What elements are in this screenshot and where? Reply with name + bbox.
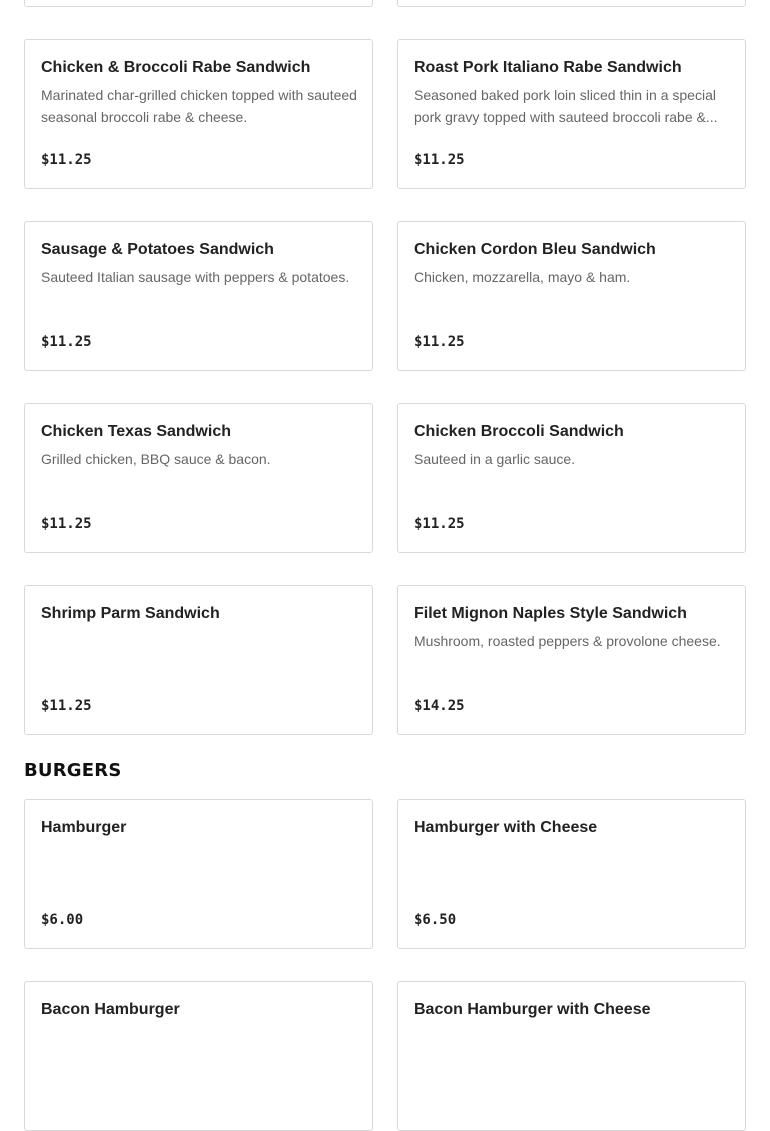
- menu-item-name: Filet Mignon Naples Style Sandwich: [414, 605, 687, 622]
- menu-item-name: Shrimp Parm Sandwich: [41, 605, 220, 622]
- menu-item-card[interactable]: [397, 585, 746, 735]
- menu-item-price: $11.25: [414, 516, 465, 532]
- menu-item-name: Hamburger: [41, 819, 127, 836]
- menu-item-card[interactable]: [24, 0, 373, 7]
- menu-item-description: Marinated char-grilled chicken topped with sauteed seasonal broccoli rabe & cheese.: [41, 87, 357, 125]
- menu-item-name: Chicken Cordon Bleu Sandwich: [414, 241, 656, 258]
- menu-item-description: Sauteed in a garlic sauce.: [414, 451, 576, 467]
- menu-item-card[interactable]: [24, 221, 373, 371]
- menu-item-name: Sausage & Potatoes Sandwich: [41, 241, 274, 258]
- menu-item-price: $11.25: [414, 334, 465, 350]
- menu-item-price: $11.25: [41, 334, 92, 350]
- section-title-burgers: BURGERS: [24, 760, 122, 781]
- menu-item-description: Mushroom, roasted peppers & provolone cheese.: [414, 633, 721, 649]
- menu-item-price: $11.25: [41, 152, 92, 168]
- menu-item-description: Chicken, mozzarella, mayo & ham.: [414, 269, 631, 285]
- menu-item-description: Sauteed Italian sausage with peppers & potatoes.: [41, 269, 350, 285]
- menu-item-description: Grilled chicken, BBQ sauce & bacon.: [41, 451, 271, 467]
- menu-item-price: $11.25: [41, 516, 92, 532]
- menu-item-card[interactable]: [397, 981, 746, 1131]
- menu-item-price: $6.00: [41, 912, 84, 928]
- menu-item-name: Chicken Broccoli Sandwich: [414, 423, 624, 440]
- menu-item-card[interactable]: [24, 403, 373, 553]
- menu-item-card[interactable]: [24, 981, 373, 1131]
- menu-item-card[interactable]: [397, 403, 746, 553]
- menu-item-name: Bacon Hamburger with Cheese: [414, 1001, 651, 1018]
- menu-item-card[interactable]: [24, 799, 373, 949]
- menu-item-card[interactable]: [24, 39, 373, 189]
- menu-item-name: Roast Pork Italiano Rabe Sandwich: [414, 59, 682, 76]
- menu-item-description: Seasoned baked pork loin sliced thin in a special pork gravy topped with sauteed broccoli rabe &...: [414, 87, 718, 125]
- menu-item-price: $11.25: [414, 152, 465, 168]
- menu-item-card[interactable]: [397, 799, 746, 949]
- menu-item-name: Bacon Hamburger: [41, 1001, 180, 1018]
- menu-item-card[interactable]: [397, 221, 746, 371]
- menu-item-card[interactable]: [24, 585, 373, 735]
- menu-item-price: $6.50: [414, 912, 457, 928]
- menu-item-price: $11.25: [41, 698, 92, 714]
- menu-item-card[interactable]: [397, 39, 746, 189]
- menu-item-card[interactable]: [397, 0, 746, 7]
- menu-item-name: Hamburger with Cheese: [414, 819, 598, 836]
- menu-item-price: $14.25: [414, 698, 465, 714]
- menu-item-name: Chicken Texas Sandwich: [41, 423, 231, 440]
- menu-item-name: Chicken & Broccoli Rabe Sandwich: [41, 59, 311, 76]
